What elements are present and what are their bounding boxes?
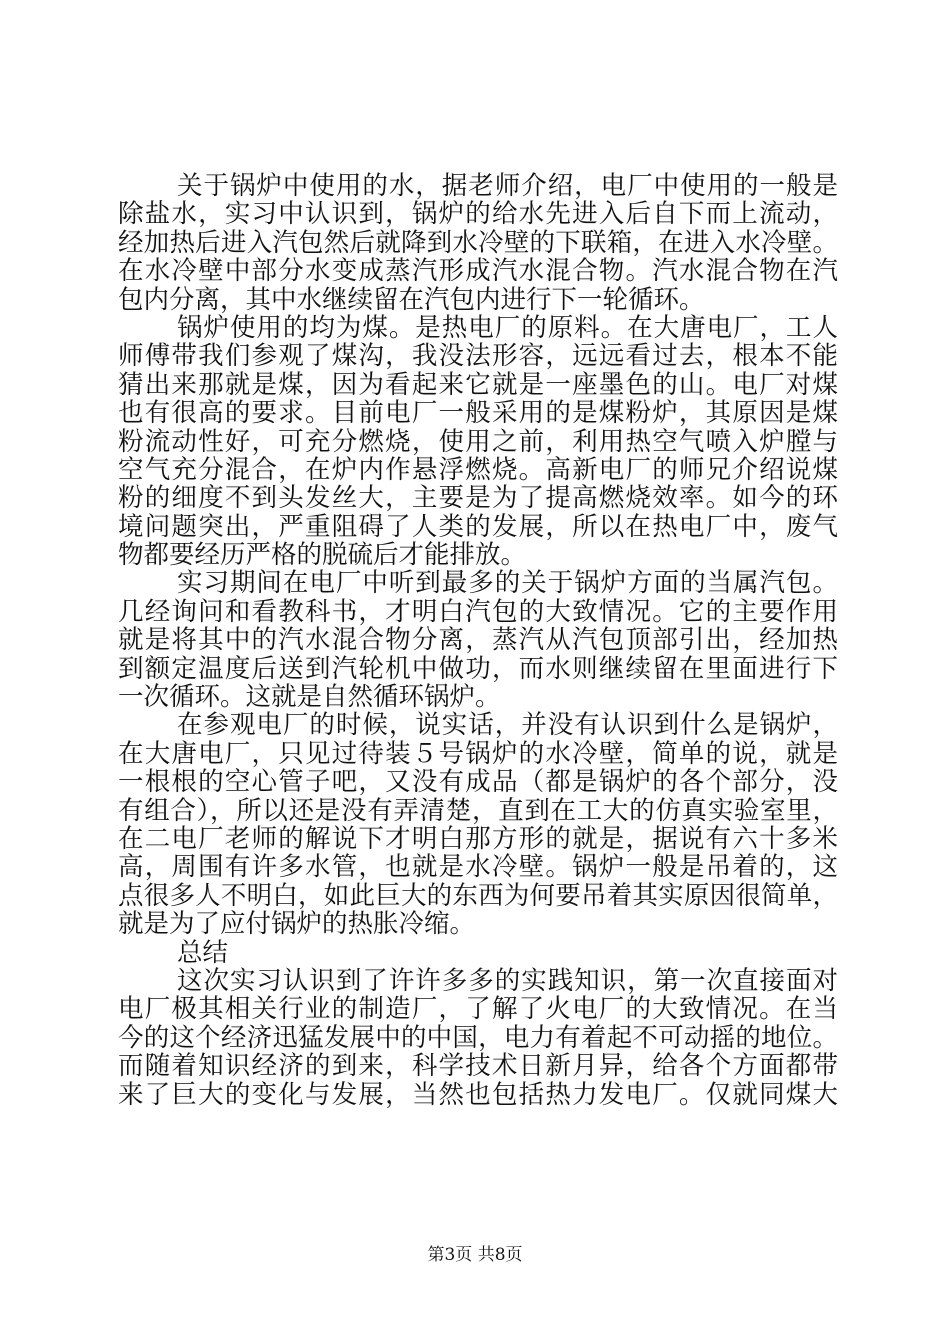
text-line: 也有很高的要求。目前电厂一般采用的是煤粉炉，其原因是煤	[118, 398, 838, 429]
text-line: 经加热后进入汽包然后就降到水冷壁的下联箱，在进入水冷壁。	[118, 227, 838, 258]
text-line: 锅炉使用的均为煤。是热电厂的原料。在大唐电厂，工人	[177, 312, 838, 343]
text-line: 在二电厂老师的解说下才明白那方形的就是，据说有六十多米	[118, 823, 838, 854]
paragraph	[118, 172, 838, 314]
text-line: 就是为了应付锅炉的热胀冷缩。	[118, 909, 476, 940]
text-line: 高，周围有许多水管，也就是水冷壁。锅炉一般是吊着的，这	[118, 852, 838, 883]
text-line: 包内分离，其中水继续留在汽包内进行下一轮循环。	[118, 284, 705, 315]
text-line: 除盐水，实习中认识到，锅炉的给水先进入后自下而上流动，	[118, 199, 838, 230]
text-line: 物都要经历严格的脱硫后才能排放。	[118, 540, 527, 571]
text-line: 粉流动性好，可充分燃烧，使用之前，利用热空气喷入炉膛与	[118, 426, 838, 457]
text-line: 一根根的空心管子吧，又没有成品（都是锅炉的各个部分，没	[118, 767, 838, 798]
text-line: 而随着知识经济的到来，科学技术日新月异，给各个方面都带	[118, 1051, 838, 1082]
text-line: 点很多人不明白，如此巨大的东西为何要吊着其实原因很简单，	[118, 880, 838, 911]
paragraph	[118, 939, 838, 967]
text-line: 就是将其中的汽水混合物分离，蒸汽从汽包顶部引出，经加热	[118, 625, 838, 656]
text-line: 有组合），所以还是没有弄清楚，直到在工大的仿真实验室里，	[118, 795, 838, 826]
text-line: 粉的细度不到头发丝大，主要是为了提高燃烧效率。如今的环	[118, 483, 838, 514]
paragraph	[118, 711, 838, 938]
text-line: 这次实习认识到了许许多多的实践知识，第一次直接面对	[177, 965, 838, 996]
page-number-label: 第3页 共8页	[427, 1245, 523, 1265]
text-line: 在水冷壁中部分水变成蒸汽形成汽水混合物。汽水混合物在汽	[118, 256, 838, 287]
text-line: 一次循环。这就是自然循环锅炉。	[118, 682, 501, 713]
text-line: 在参观电厂的时候，说实话，并没有认识到什么是锅炉，	[177, 710, 838, 741]
text-line: 境问题突出，严重阻碍了人类的发展，所以在热电厂中，废气	[118, 511, 838, 542]
text-line: 实习期间在电厂中听到最多的关于锅炉方面的当属汽包。	[177, 568, 838, 599]
paragraph	[118, 314, 838, 570]
text-line: 到额定温度后送到汽轮机中做功，而水则继续留在里面进行下	[118, 653, 838, 684]
text-line: 电厂极其相关行业的制造厂，了解了火电厂的大致情况。在当	[118, 994, 838, 1025]
page-footer	[0, 1244, 950, 1266]
text-line: 师傅带我们参观了煤沟，我没法形容，远远看过去，根本不能	[118, 341, 838, 372]
text-line: 在大唐电厂，只见过待装５号锅炉的水冷壁，简单的说，就是	[118, 738, 838, 769]
paragraph	[118, 569, 838, 711]
text-line: 空气充分混合，在炉内作悬浮燃烧。高新电厂的师兄介绍说煤	[118, 454, 838, 485]
text-line: 今的这个经济迅猛发展中的中国，电力有着起不可动摇的地位。	[118, 1022, 838, 1053]
text-line: 几经询问和看教科书，才明白汽包的大致情况。它的主要作用	[118, 596, 838, 627]
text-line: 总结	[177, 937, 229, 968]
document-body	[118, 172, 838, 1109]
text-line: 关于锅炉中使用的水，据老师介绍，电厂中使用的一般是	[177, 171, 838, 201]
text-line: 来了巨大的变化与发展，当然也包括热力发电厂。仅就同煤大	[118, 1079, 838, 1110]
text-line: 猜出来那就是煤，因为看起来它就是一座墨色的山。电厂对煤	[118, 369, 838, 400]
paragraph	[118, 967, 838, 1109]
